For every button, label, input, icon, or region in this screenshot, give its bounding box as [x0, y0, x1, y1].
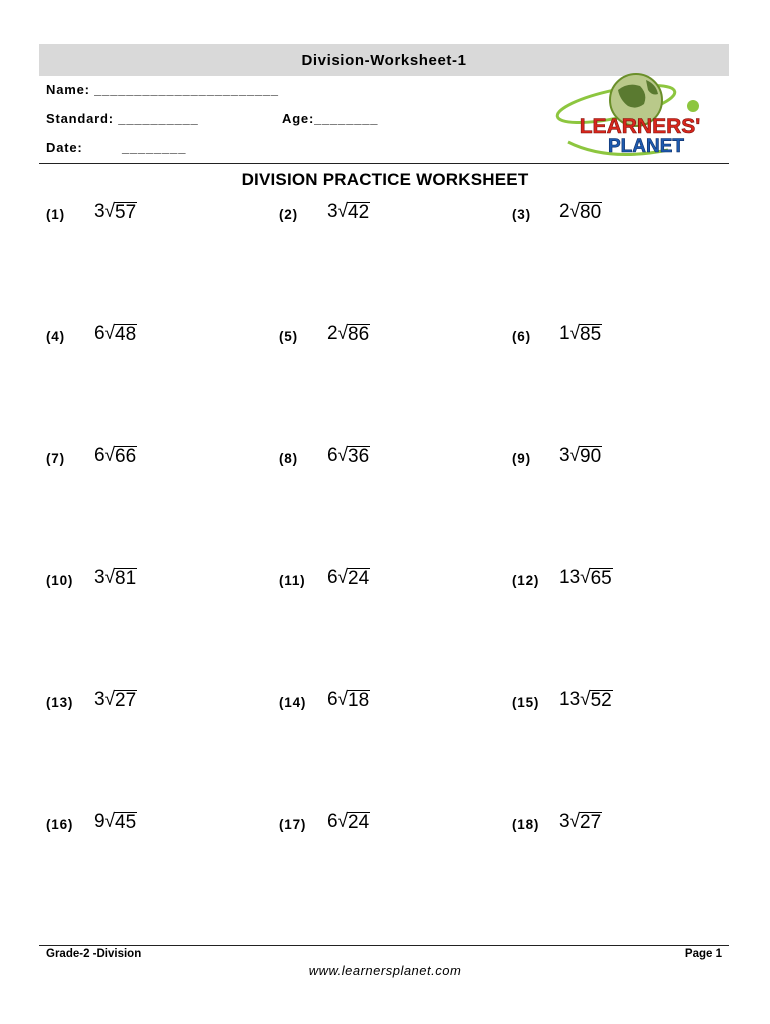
dividend: 81 — [115, 568, 137, 589]
footer-page-number: Page 1 — [684, 948, 722, 960]
division-bracket-icon: √ — [580, 567, 591, 588]
problem-number: (11) — [279, 573, 306, 588]
divisor: 6 — [94, 323, 105, 344]
problem-number: (13) — [46, 695, 74, 710]
divisor: 6 — [94, 445, 105, 466]
division-bracket-icon: √ — [337, 811, 349, 832]
footer-url: www.learnersplanet.com — [308, 963, 462, 978]
division-bracket-icon: √ — [569, 201, 581, 222]
dividend: 27 — [115, 690, 137, 711]
long-division-expression — [94, 689, 137, 711]
divisor: 3 — [327, 201, 338, 222]
dividend: 90 — [580, 446, 602, 467]
header-divider — [39, 163, 729, 164]
long-division-expression — [327, 567, 370, 589]
logo-planet-text: PLANET — [608, 136, 684, 157]
date-label: Date: — [46, 140, 83, 155]
long-division-expression — [327, 445, 370, 467]
divisor: 3 — [559, 445, 570, 466]
long-division-expression — [94, 323, 137, 345]
date-blank: ________ — [122, 140, 187, 155]
problem-number: (8) — [279, 451, 298, 466]
divisor: 3 — [559, 811, 570, 832]
divisor: 3 — [94, 567, 105, 588]
long-division-expression — [559, 201, 602, 223]
dividend: 42 — [348, 202, 370, 223]
dividend: 80 — [580, 202, 602, 223]
division-bracket-icon: √ — [337, 445, 349, 466]
learners-planet-logo — [548, 70, 728, 162]
dividend: 52 — [590, 690, 612, 711]
long-division-expression — [94, 445, 137, 467]
problem-number: (7) — [46, 451, 65, 466]
dividend: 18 — [348, 690, 370, 711]
division-bracket-icon: √ — [104, 689, 116, 710]
long-division-expression — [327, 323, 370, 345]
division-bracket-icon: √ — [337, 567, 349, 588]
problem-number: (5) — [279, 329, 298, 344]
division-bracket-icon: √ — [337, 323, 349, 344]
logo-learners-text: LEARNERS' — [579, 115, 701, 138]
long-division-expression — [559, 811, 602, 833]
division-bracket-icon: √ — [569, 811, 581, 832]
divisor: 6 — [327, 689, 338, 710]
divisor: 6 — [327, 811, 338, 832]
dividend: 36 — [348, 446, 370, 467]
long-division-expression — [559, 323, 602, 345]
divisor: 3 — [94, 201, 105, 222]
dividend: 24 — [348, 812, 370, 833]
age-field: Age:________ — [282, 111, 379, 126]
problem-number: (4) — [46, 329, 65, 344]
divisor: 13 — [559, 689, 581, 710]
divisor: 1 — [559, 323, 570, 344]
division-bracket-icon: √ — [104, 811, 116, 832]
long-division-expression — [559, 689, 613, 711]
problem-number: (18) — [512, 817, 540, 832]
dividend: 85 — [580, 324, 602, 345]
dividend: 48 — [115, 324, 137, 345]
division-bracket-icon: √ — [569, 323, 581, 344]
long-division-expression — [327, 201, 370, 223]
problem-number: (1) — [46, 207, 65, 222]
problem-number: (14) — [279, 695, 307, 710]
long-division-expression — [559, 445, 602, 467]
standard-field: Standard: __________ — [46, 111, 199, 126]
divisor: 13 — [559, 567, 581, 588]
problem-number: (16) — [46, 817, 74, 832]
division-bracket-icon: √ — [580, 689, 591, 710]
problem-number: (15) — [512, 695, 540, 710]
footer-divider — [39, 945, 729, 946]
division-bracket-icon: √ — [337, 201, 349, 222]
divisor: 3 — [94, 689, 105, 710]
dividend: 57 — [115, 202, 137, 223]
problem-number: (12) — [512, 573, 540, 588]
divisor: 2 — [327, 323, 338, 344]
problem-number: (17) — [279, 817, 307, 832]
name-field: Name: _______________________ — [46, 82, 279, 97]
long-division-expression — [94, 201, 137, 223]
long-division-expression — [327, 689, 370, 711]
problem-number: (10) — [46, 573, 74, 588]
long-division-expression — [559, 567, 613, 589]
divisor: 2 — [559, 201, 570, 222]
dividend: 65 — [590, 568, 612, 589]
long-division-expression — [327, 811, 370, 833]
division-bracket-icon: √ — [337, 689, 349, 710]
division-bracket-icon: √ — [569, 445, 581, 466]
divisor: 6 — [327, 567, 338, 588]
problem-number: (3) — [512, 207, 531, 222]
division-bracket-icon: √ — [104, 567, 116, 588]
dividend: 45 — [115, 812, 137, 833]
problem-number: (9) — [512, 451, 531, 466]
footer-grade: Grade-2 -Division — [46, 948, 142, 960]
long-division-expression — [94, 567, 137, 589]
dividend: 27 — [580, 812, 602, 833]
worksheet-title: Division-Worksheet-1 — [301, 51, 467, 69]
dividend: 24 — [348, 568, 370, 589]
divisor: 6 — [327, 445, 338, 466]
division-bracket-icon: √ — [104, 201, 116, 222]
problem-number: (2) — [279, 207, 298, 222]
division-bracket-icon: √ — [104, 323, 116, 344]
worksheet-heading: DIVISION PRACTICE WORKSHEET — [241, 170, 529, 189]
dividend: 86 — [348, 324, 370, 345]
problem-number: (6) — [512, 329, 531, 344]
divisor: 9 — [94, 811, 105, 832]
long-division-expression — [94, 811, 137, 833]
dividend: 66 — [115, 446, 137, 467]
division-bracket-icon: √ — [104, 445, 116, 466]
